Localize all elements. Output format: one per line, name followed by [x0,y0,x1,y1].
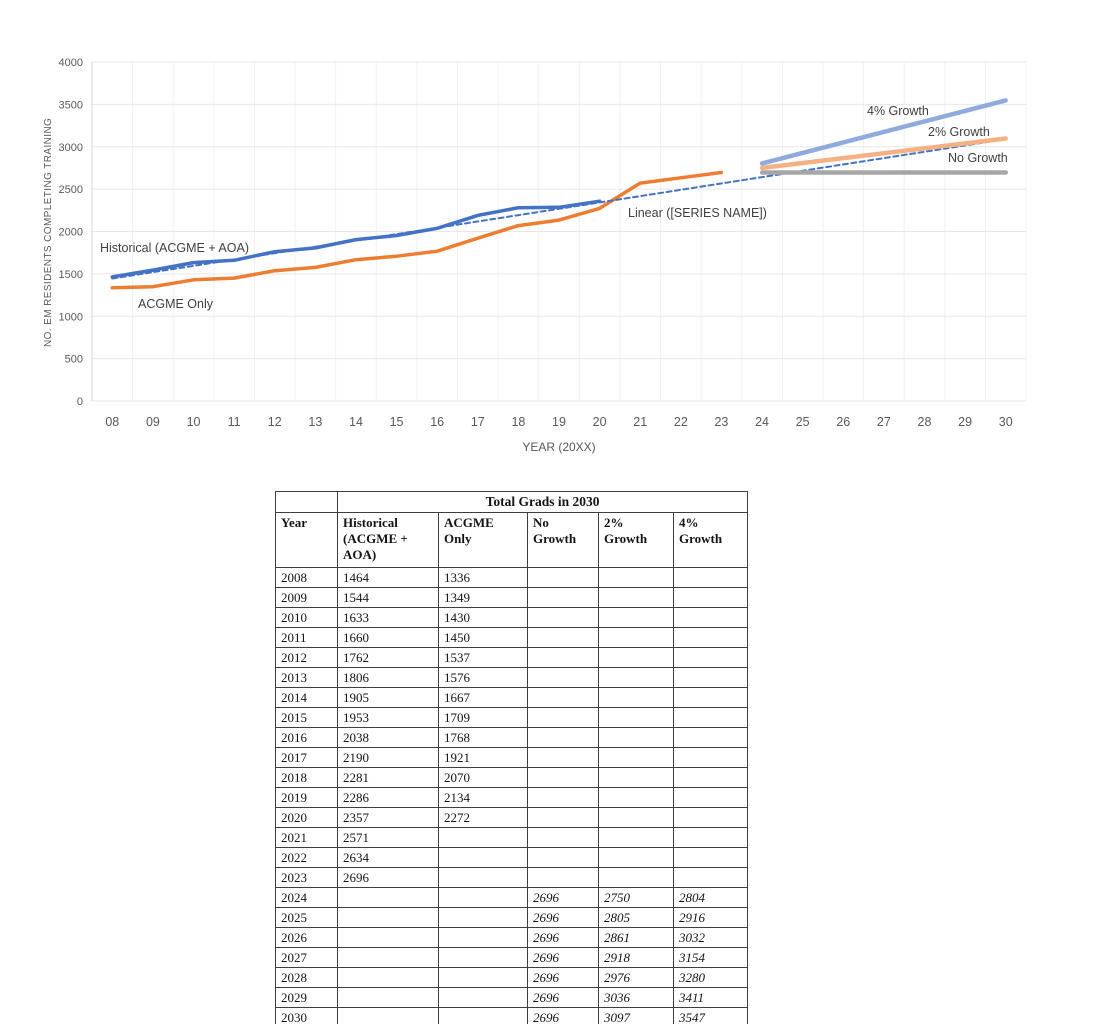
table-cell: 2022 [276,848,338,868]
x-tick-label: 20 [592,415,607,429]
table-row [276,728,748,748]
table-cell [528,868,599,888]
y-tick-label: 500 [64,353,83,366]
table-cell [528,688,599,708]
table-cell: 1464 [338,568,439,588]
table-cell: 2696 [528,908,599,928]
table-row [276,688,748,708]
column-header: Historical (ACGME + AOA) [338,513,439,568]
x-tick-label: 09 [145,415,160,429]
table-cell [528,788,599,808]
x-axis-title: YEAR (20XX) [522,440,596,454]
y-tick-label: 2500 [58,184,83,197]
column-header: 2% Growth [599,513,674,568]
table-cell [674,788,748,808]
table-cell [439,968,528,988]
table-cell [674,708,748,728]
table-cell: 2357 [338,808,439,828]
table-row [276,768,748,788]
table-cell [528,768,599,788]
table-cell [528,728,599,748]
table-cell [599,728,674,748]
table-cell: 2028 [276,968,338,988]
table-cell [599,788,674,808]
x-tick-label: 15 [389,415,404,429]
x-tick-label: 13 [308,415,323,429]
table-cell [439,928,528,948]
table-cell: 1450 [439,628,528,648]
series-line-linear-series-name [112,139,1005,278]
x-tick-label: 10 [186,415,201,429]
table-cell: 2918 [599,948,674,968]
table-cell [439,908,528,928]
table-cell: 2696 [528,928,599,948]
x-tick-label: 30 [998,415,1013,429]
x-tick-label: 18 [511,415,526,429]
table-cell: 2015 [276,708,338,728]
table-cell: 1709 [439,708,528,728]
table-cell [439,1008,528,1024]
table-cell [528,668,599,688]
table-cell: 1633 [338,608,439,628]
table-cell: 1336 [439,568,528,588]
table-cell [599,708,674,728]
table-cell: 2030 [276,1008,338,1024]
table-cell [674,868,748,888]
table-cell: 2019 [276,788,338,808]
x-tick-label: 23 [714,415,729,429]
series-line-historical-acgme-aoa [112,201,599,277]
table-row [276,1008,748,1024]
grads-table [275,491,748,1024]
x-tick-label: 22 [673,415,688,429]
table-cell: 2029 [276,988,338,1008]
table-cell: 2008 [276,568,338,588]
y-tick-label: 3000 [58,141,83,154]
table-cell [439,828,528,848]
table-cell: 2025 [276,908,338,928]
table-cell: 1921 [439,748,528,768]
x-tick-label: 14 [349,415,363,429]
table-cell: 2014 [276,688,338,708]
table-cell: 1544 [338,588,439,608]
table-cell: 2023 [276,868,338,888]
table-cell: 1430 [439,608,528,628]
table-cell [338,888,439,908]
table-cell: 2804 [674,888,748,908]
table-row [276,868,748,888]
x-tick-label: 21 [633,415,648,429]
table-cell [599,628,674,648]
table-row [276,568,748,588]
annotation-acgme-only: ACGME Only [138,297,214,311]
table-cell: 2696 [528,988,599,1008]
annotation-2-growth: 2% Growth [928,125,990,139]
table-cell [439,848,528,868]
annotation-historical-acgme-aoa: Historical (ACGME + AOA) [100,241,249,255]
x-tick-label: 08 [105,415,120,429]
annotation-no-growth: No Growth [948,151,1008,165]
y-tick-label: 3500 [58,99,83,112]
table-cell: 2134 [439,788,528,808]
table-row [276,588,748,608]
column-header: Year [276,513,338,568]
table-row [276,808,748,828]
table-cell: 3280 [674,968,748,988]
x-tick-label: 19 [552,415,566,429]
table-row [276,888,748,908]
table-cell: 2272 [439,808,528,828]
table-row [276,988,748,1008]
table-cell: 2696 [338,868,439,888]
table-cell [599,688,674,708]
table-cell [674,848,748,868]
table-header-row [276,513,748,568]
table-cell [674,808,748,828]
table-cell [599,608,674,628]
table-cell [599,568,674,588]
table-cell [338,1008,439,1024]
x-tick-label: 11 [227,415,241,429]
table-cell: 3036 [599,988,674,1008]
table-title-row [276,492,748,513]
table-corner-cell [276,492,338,513]
table-row [276,908,748,928]
table-cell [528,848,599,868]
table-row [276,668,748,688]
table-cell [599,648,674,668]
table-cell: 2190 [338,748,439,768]
table-cell: 3547 [674,1008,748,1024]
y-tick-label: 0 [76,396,83,408]
x-tick-label: 27 [876,415,891,429]
x-tick-label: 28 [917,415,932,429]
table-cell [599,848,674,868]
column-header: ACGME Only [439,513,528,568]
table-cell: 2286 [338,788,439,808]
table-cell [528,628,599,648]
table-cell [674,628,748,648]
table-cell: 1576 [439,668,528,688]
data-table-container [275,491,748,1024]
x-tick-label: 12 [267,415,282,429]
table-cell [674,588,748,608]
column-header: 4% Growth [674,513,748,568]
table-row [276,948,748,968]
table-cell [528,828,599,848]
table-row [276,968,748,988]
table-cell: 1905 [338,688,439,708]
table-cell [439,868,528,888]
x-tick-label: 29 [958,415,973,429]
table-cell [338,988,439,1008]
table-cell [439,948,528,968]
table-cell: 2281 [338,768,439,788]
table-cell: 2976 [599,968,674,988]
table-row [276,828,748,848]
table-cell: 2013 [276,668,338,688]
table-cell: 1537 [439,648,528,668]
table-row [276,608,748,628]
table-cell: 2861 [599,928,674,948]
table-cell: 2024 [276,888,338,908]
table-cell [528,608,599,628]
table-cell [674,748,748,768]
table-cell: 2009 [276,588,338,608]
table-cell: 2916 [674,908,748,928]
table-cell: 2038 [338,728,439,748]
table-cell [674,768,748,788]
table-cell [674,828,748,848]
table-cell: 2017 [276,748,338,768]
y-tick-label: 1500 [58,268,83,281]
table-cell: 2696 [528,888,599,908]
table-cell: 2070 [439,768,528,788]
table-cell: 3097 [599,1008,674,1024]
table-cell: 1953 [338,708,439,728]
table-cell [528,808,599,828]
table-cell [338,968,439,988]
y-tick-label: 4000 [58,57,83,69]
table-cell [674,728,748,748]
table-row [276,928,748,948]
table-cell: 1660 [338,628,439,648]
table-cell [674,668,748,688]
table-cell [338,908,439,928]
table-cell: 2018 [276,768,338,788]
table-cell: 3032 [674,928,748,948]
y-tick-label: 2000 [58,226,83,239]
table-cell: 3411 [674,988,748,1008]
table-cell [528,588,599,608]
table-cell: 2634 [338,848,439,868]
table-cell: 1349 [439,588,528,608]
table-cell [528,568,599,588]
table-cell [599,588,674,608]
table-cell: 2011 [276,628,338,648]
table-cell [528,648,599,668]
table-cell [528,708,599,728]
annotation-linear-series-name: Linear ([SERIES NAME]) [628,206,767,220]
table-cell [599,828,674,848]
table-cell: 2012 [276,648,338,668]
table-cell [674,608,748,628]
column-header: No Growth [528,513,599,568]
x-tick-label: 25 [795,415,810,429]
table-cell: 2027 [276,948,338,968]
table-cell: 1768 [439,728,528,748]
table-cell: 2021 [276,828,338,848]
annotation-4-growth: 4% Growth [867,104,929,118]
x-tick-label: 17 [470,415,485,429]
table-cell [599,768,674,788]
table-cell: 2020 [276,808,338,828]
table-cell: 2010 [276,608,338,628]
table-row [276,748,748,768]
table-cell: 1667 [439,688,528,708]
table-cell: 3154 [674,948,748,968]
x-tick-label: 24 [755,415,770,429]
table-cell [674,688,748,708]
table-cell [599,808,674,828]
table-cell: 2571 [338,828,439,848]
table-cell: 2805 [599,908,674,928]
table-cell: 1762 [338,648,439,668]
table-cell: 2696 [528,948,599,968]
table-cell: 1806 [338,668,439,688]
table-cell: 2750 [599,888,674,908]
table-cell [338,948,439,968]
x-tick-label: 26 [836,415,851,429]
table-row [276,708,748,728]
table-row [276,648,748,668]
table-cell [439,888,528,908]
y-axis-title: NO. EM RESIDENTS COMPLETING TRAINING [43,117,54,347]
table-row [276,628,748,648]
table-cell [599,868,674,888]
table-cell: 2696 [528,1008,599,1024]
table-cell [599,748,674,768]
table-cell [528,748,599,768]
x-tick-label: 16 [430,415,445,429]
table-cell [338,928,439,948]
table-cell [674,648,748,668]
table-cell: 2026 [276,928,338,948]
table-cell [439,988,528,1008]
table-cell: 2696 [528,968,599,988]
table-row [276,788,748,808]
table-cell: 2016 [276,728,338,748]
line-chart [0,0,1118,470]
y-tick-label: 1000 [58,311,83,324]
table-cell [674,568,748,588]
table-row [276,848,748,868]
table-cell [599,668,674,688]
table-title: Total Grads in 2030 [338,492,748,513]
